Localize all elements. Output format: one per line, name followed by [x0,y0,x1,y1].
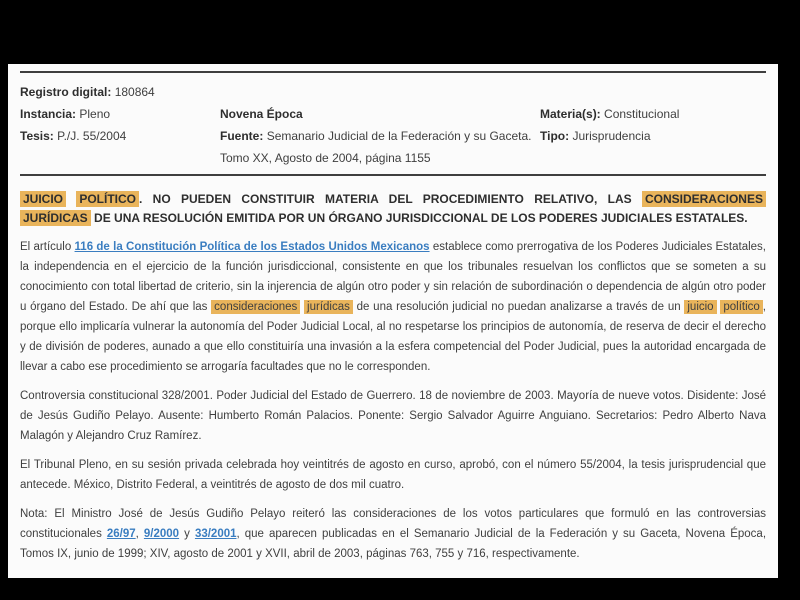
tomo-field [220,147,540,169]
epoca-field [220,103,540,125]
tesis-document-card [8,64,778,578]
highlighted-term: consideraciones [211,300,300,314]
highlighted-term: JURÍDICAS [20,210,91,226]
tesis-value: P./J. 55/2004 [57,129,127,143]
epoca-value: Novena Época [220,107,303,121]
instancia-label: Instancia: [20,107,77,121]
link-controversia-33-2001[interactable]: 33/2001 [194,528,237,540]
materia-field [540,103,766,125]
tesis-field [20,125,220,147]
materia-value: Constitucional [604,107,680,121]
highlighted-term: CONSIDERACIONES [642,191,766,207]
link-controversia-26-97[interactable]: 26/97 [106,528,136,540]
tipo-label: Tipo: [540,129,570,143]
highlighted-term: político [720,300,762,314]
divider-header [20,174,766,176]
highlighted-term: jurídicas [304,300,353,314]
materia-label: Materia(s): [540,107,601,121]
instancia-value: Pleno [79,107,111,121]
tesis-label: Tesis: [20,129,54,143]
tipo-value: Jurisprudencia [572,129,651,143]
link-articulo-116-constitucion[interactable]: 116 de la Constitución Política de los Estados Unidos Mexicanos [74,241,430,253]
highlighted-term: JUICIO [20,191,66,207]
paragraph-precedente: Controversia constitucional 328/2001. Poder Judicial del Estado de Guerrero. 18 de noviembre de 2003. Mayoría de nueve votos. Disidente: José de Jesús Gudiño Pelayo. Ausente: Humberto Román Palacios. Ponente: Sergio Salvador Aguirre Anguiano. Secretarios: Pedro Alberto Nava Malagón y Alejandro Cruz Ramírez. [20,390,766,442]
registro-digital-label: Registro digital: [20,85,112,99]
metadata-header [20,81,766,169]
fuente-field [220,125,540,147]
registro-digital-value: 180864 [114,85,155,99]
fuente-label: Fuente: [220,129,264,143]
instancia-field [20,103,220,125]
paragraph-texto-tesis: El artículo 116 de la Constitución Política de los Estados Unidos Mexicanos establece como prerrogativa de los Poderes Judiciales Estatales, la independencia en el ejercicio de la función jurisdiccional, consistente en que los tribunales resuelvan los conflictos que se someten a su conocimiento con total libertad de criterio, sin la injerencia de algún otro poder y sin relación de subordinación o dependencia de algún otro poder u órgano del Estado. De ahí que las consideraciones jurídicas de una resolución judicial no puedan analizarse a través de un juicio político , porque ello implicaría vulnerar la autonomía del Poder Judicial Local, al no respetarse los principios de autonomía, de reserva de decir el derecho y de división de poderes, aunado a que ello constituiría una invasión a la esfera competencial del Poder Judicial, pues la autoridad encargada de llevar a cabo ese procedimiento se arrogaría facultades que no le corresponden. [20,241,766,373]
divider-top [20,71,766,73]
highlighted-term: POLÍTICO [76,191,139,207]
paragraph-nota: Nota: El Ministro José de Jesús Gudiño Pelayo reiteró las consideraciones de los votos particulares que formuló en las controversias constitucionales 26/97, 9/2000 y 33/2001, que aparecen publicadas en el Semanario Judicial de la Federación y su Gaceta, Novena Época, Tomos IX, junio de 1999; XIV, agosto de 2001 y XVII, abril de 2003, páginas 763, 755 y 716, respectivamente. [20,508,767,560]
tomo-value: Tomo XX, Agosto de 2004, página 1155 [220,151,431,165]
highlighted-term: juicio [684,300,716,314]
fuente-value: Semanario Judicial de la Federación y su Gaceta. [266,129,532,143]
tesis-title: JUICIO POLÍTICO . NO PUEDEN CONSTITUIR MATERIA DEL PROCEDIMIENTO RELATIVO, LAS CONSIDERACIONES JURÍDICAS DE UNA RESOLUCIÓN EMITIDA POR UN ÓRGANO JURISDICCIONAL DE LOS PODERES JUDICIALES ESTATALES. [20,190,766,228]
paragraph-aprobacion: El Tribunal Pleno, en su sesión privada celebrada hoy veintitrés de agosto en curso, aprobó, con el número 55/2004, la tesis jurisprudencial que antecede. México, Distrito Federal, a veintitrés de agosto de dos mil cuatro. [20,459,766,491]
link-controversia-9-2000[interactable]: 9/2000 [143,528,180,540]
registro-digital-field [20,81,220,103]
tipo-field [540,125,766,147]
